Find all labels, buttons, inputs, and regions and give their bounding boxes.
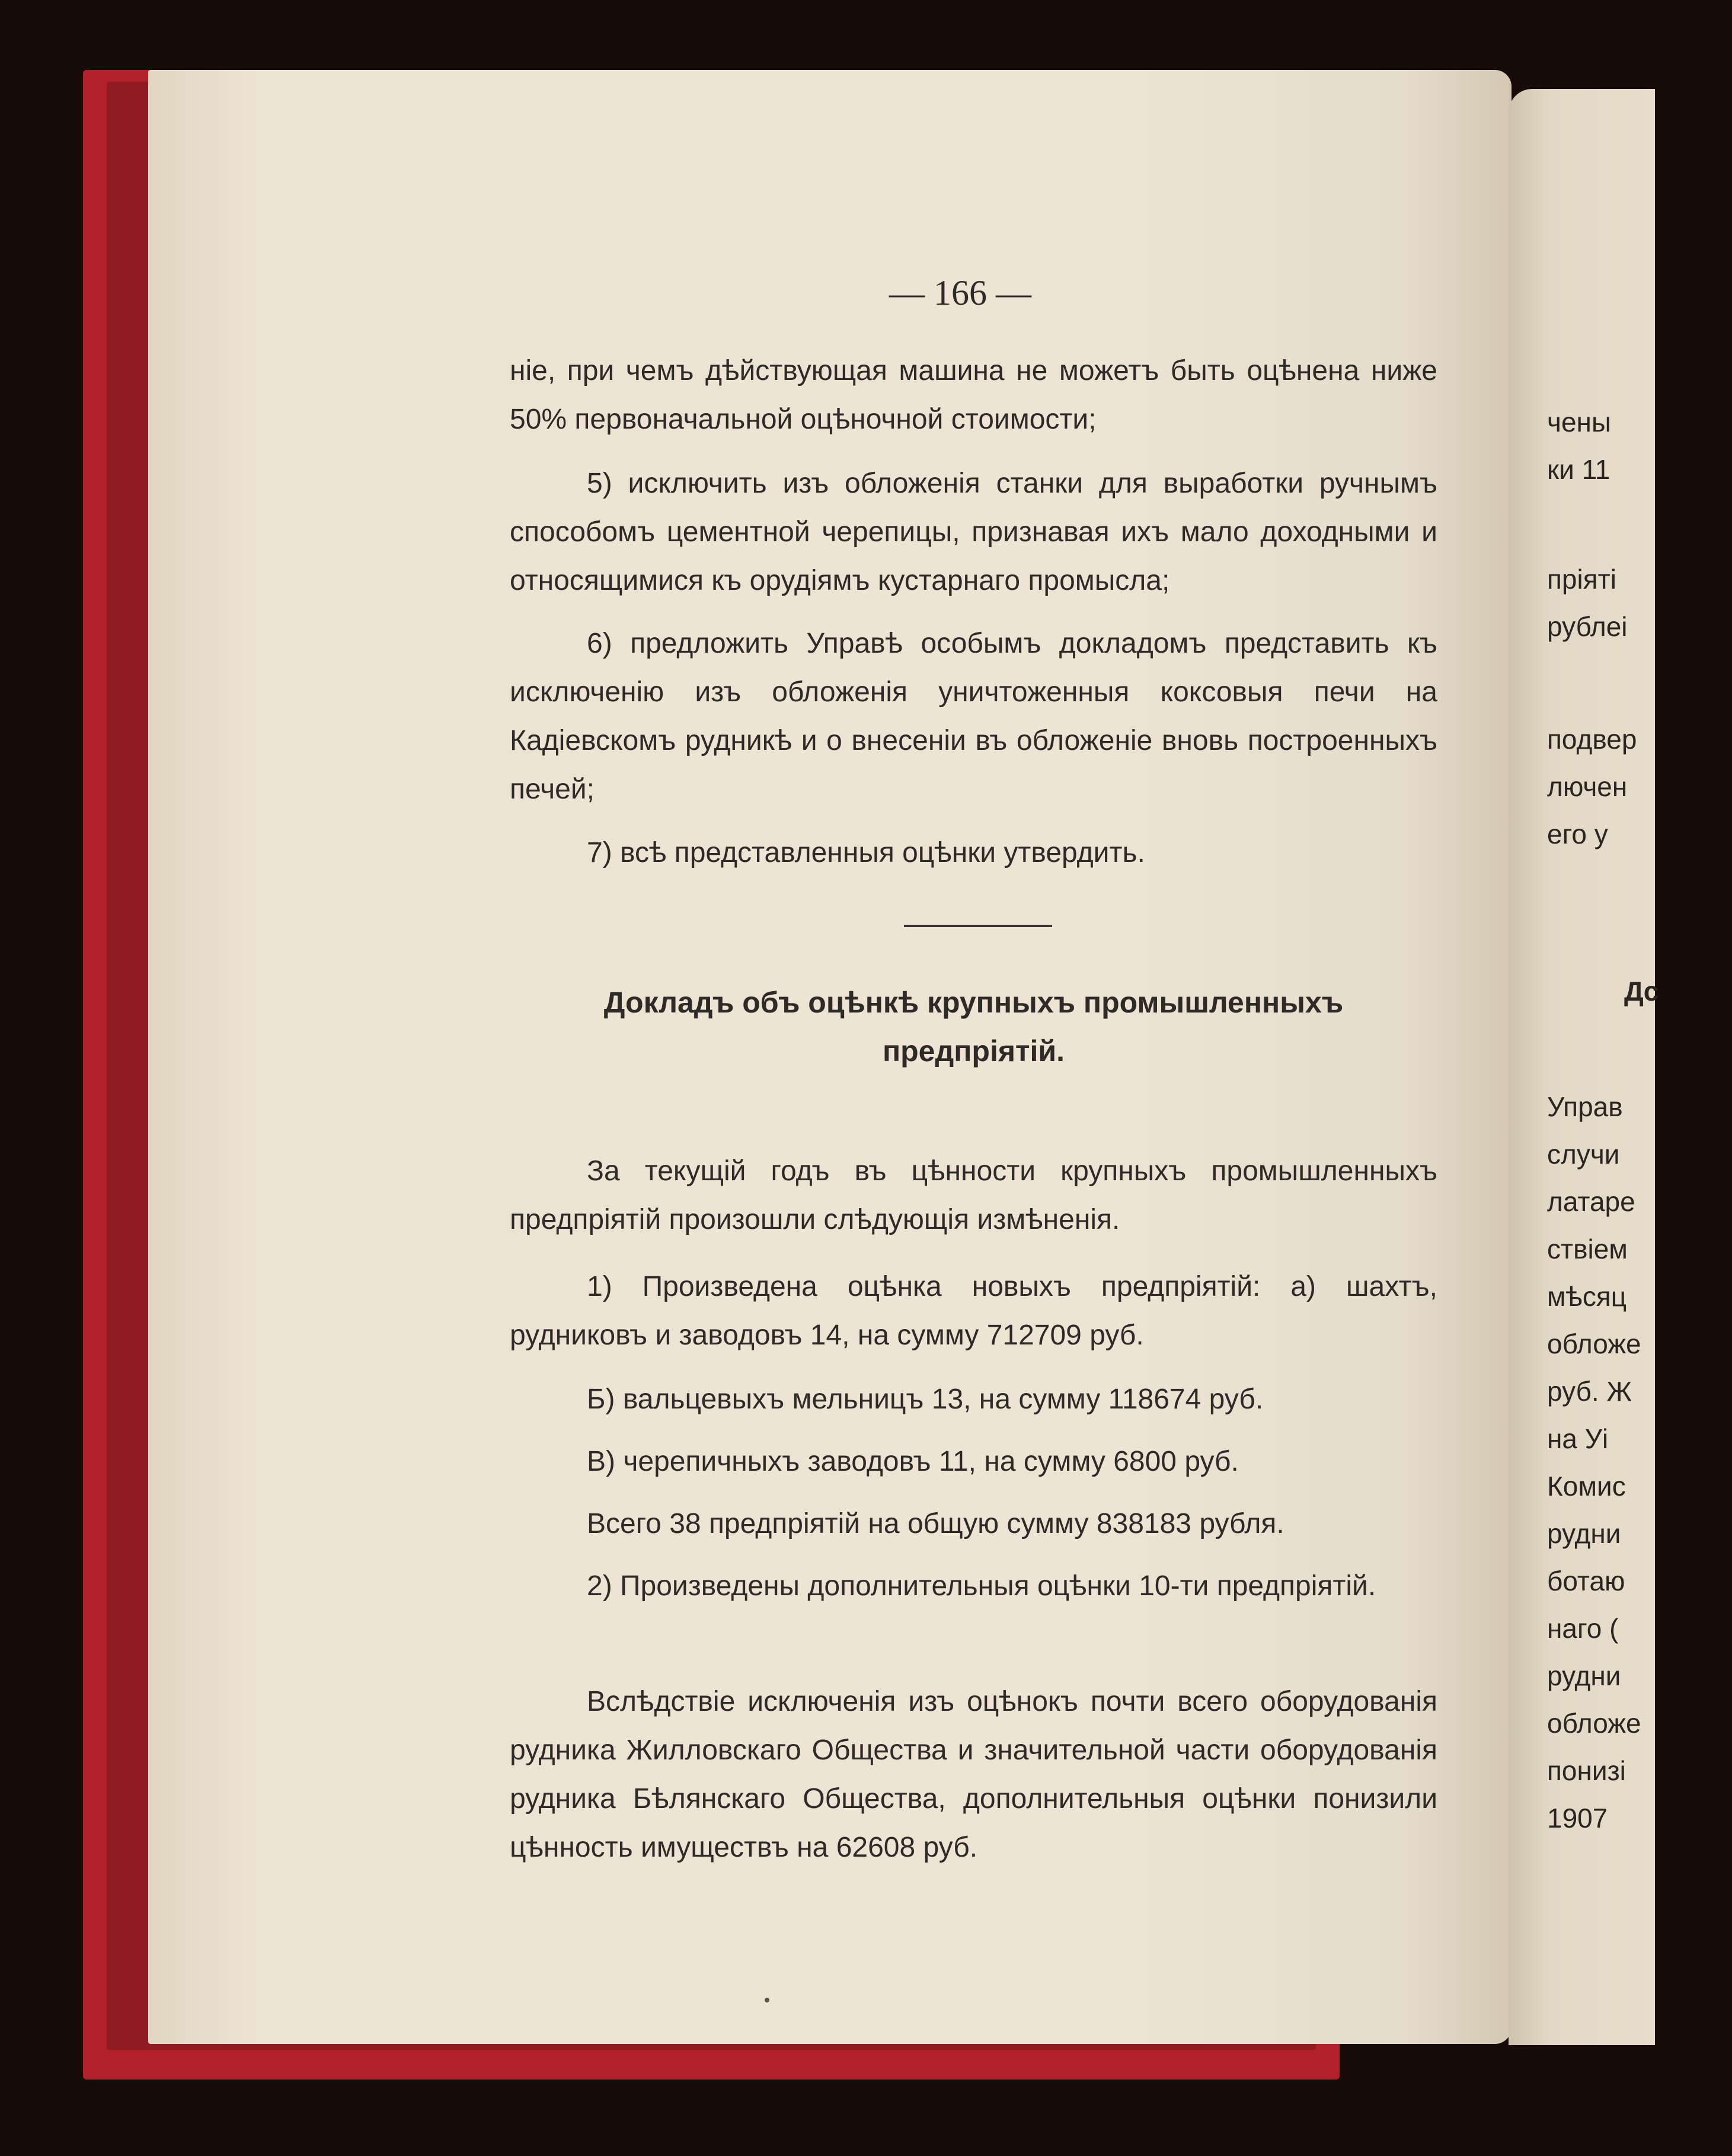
paragraph-tile-factories: В) черепичныхъ заводовъ 11, на сумму 6800 руб. [587, 1446, 1239, 1477]
next-page-line: случи [1547, 1139, 1620, 1170]
next-page-line: руб. Ж [1547, 1376, 1632, 1407]
next-page-line: ки 11 [1547, 454, 1610, 485]
next-page-line: Комис [1547, 1471, 1626, 1502]
next-page-line: рублеі [1547, 611, 1628, 642]
next-page-line: на Уі [1547, 1423, 1609, 1454]
next-page-line: рудни [1547, 1518, 1621, 1549]
next-page-edge [1509, 89, 1655, 2045]
paragraph-additional-assessments: 2) Произведены дополнительныя оцѣнки 10-ти предпріятій. [587, 1570, 1376, 1602]
next-page-line: чены [1547, 407, 1612, 437]
paragraph-final: Вслѣдствіе исключенія изъ оцѣнокъ почти всего оборудованія рудника Жилловскаго Общества и значительной части оборудованія рудника Бѣлянскаго Общества, дополнительныя оцѣнки понизили цѣнность имуществъ на 62608 руб. [510, 1686, 1437, 1863]
next-page-line: мѣсяц [1547, 1281, 1627, 1312]
next-page-line: пріяті [1547, 564, 1616, 595]
next-page-line: его у [1547, 819, 1608, 849]
paragraph-item-5: 5) исключить изъ обложенія станки для выработки ручнымъ способомъ цементной черепицы, признавая ихъ мало доходными и относящимися къ орудіямъ кустарнаго промысла; [510, 468, 1437, 596]
next-page-line: лючен [1547, 771, 1628, 802]
ink-dot [765, 1998, 769, 2002]
paragraph-item-7: 7) всѣ представленныя оцѣнки утвердить. [587, 837, 1145, 868]
next-page-line: ботаю [1547, 1566, 1625, 1596]
next-page-line: обложе [1547, 1328, 1641, 1359]
next-page-line: наго ( [1547, 1613, 1619, 1644]
next-page-line: обложе [1547, 1708, 1641, 1739]
paragraph-mills: Б) вальцевыхъ мельницъ 13, на сумму 118674 руб. [587, 1384, 1264, 1415]
section-heading: Докладъ объ оцѣнкѣ крупныхъ промышленныхъ предпріятій. [603, 986, 1344, 1068]
next-page-line: Управ [1547, 1091, 1623, 1122]
paragraph-intro: За текущій годъ въ цѣнности крупныхъ промышленныхъ предпріятій произошли слѣдующія измѣненія. [510, 1155, 1437, 1235]
next-page-line: понизі [1547, 1755, 1626, 1786]
next-page-heading: Дс [1624, 976, 1659, 1007]
page-number: — 166 — [889, 273, 1031, 312]
next-page-line: рудни [1547, 1660, 1621, 1691]
next-page-line: ствіем [1547, 1234, 1628, 1264]
next-page-line: 1907 [1547, 1803, 1608, 1834]
paragraph-new-enterprises: 1) Произведена оцѣнка новыхъ предпріятій: а) шахтъ, рудниковъ и заводовъ 14, на сумму 712709 руб. [510, 1271, 1437, 1351]
next-page-line: подвер [1547, 724, 1637, 755]
next-page-line: латаре [1547, 1186, 1635, 1217]
section-divider [904, 925, 1052, 927]
paragraph-total: Всего 38 предпріятій на общую сумму 838183 рубля. [587, 1508, 1284, 1539]
paragraph-continuation: ніе, при чемъ дѣйствующая машина не можетъ быть оцѣнена ниже 50% первоначальной оцѣночной стоимости; [510, 355, 1437, 435]
paragraph-item-6: 6) предложить Управѣ особымъ докладомъ представить къ исключенію изъ обложенія уничтоженныя коксовыя печи на Кадіевскомъ рудникѣ и о внесеніи въ обложеніе вновь построенныхъ печей; [510, 628, 1437, 805]
